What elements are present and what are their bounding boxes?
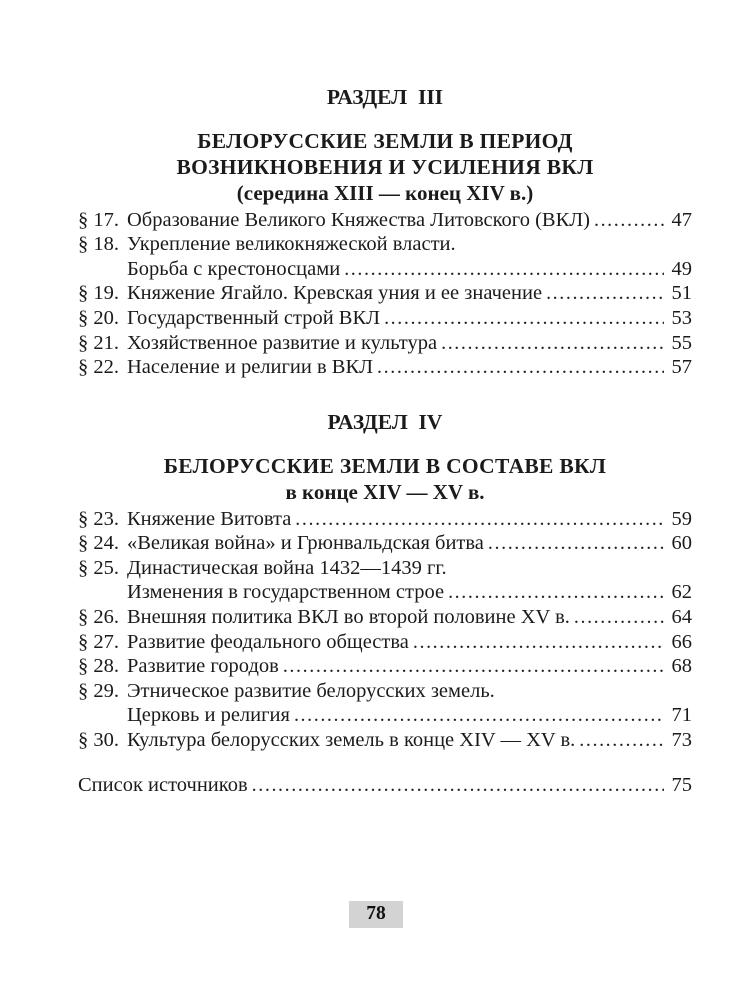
toc-item-title: Хозяйственное развитие и культура — [127, 331, 438, 354]
toc-item-page: 49 — [671, 257, 692, 280]
section-title-line: БЕЛОРУССКИЕ ЗЕМЛИ В ПЕРИОД — [197, 128, 573, 153]
toc-row — [78, 331, 692, 356]
toc-item-title: Культура белорусских земель в конце XIV — XV в. — [127, 729, 576, 752]
toc-item-page: 62 — [671, 581, 692, 604]
toc-item-label: § 19. — [78, 282, 119, 305]
dot-leader — [488, 531, 664, 556]
page-number: 78 — [349, 901, 403, 928]
toc-item-label: § 28. — [78, 655, 119, 678]
toc-row — [78, 306, 692, 331]
dot-leader — [294, 703, 664, 728]
toc-item-title: Княжение Витовта — [127, 507, 292, 530]
toc-item-page: 68 — [671, 655, 692, 678]
dot-leader — [384, 306, 664, 331]
dot-leader — [448, 580, 664, 605]
toc-item-title: Этническое развитие белорусских земель. — [127, 679, 495, 702]
toc-item-page: 66 — [671, 630, 692, 653]
section-subtitle: в конце XIV — XV в. — [285, 479, 485, 504]
toc-row — [78, 728, 692, 753]
toc-item-page: 71 — [671, 704, 692, 727]
toc-section — [78, 409, 692, 753]
toc-row — [78, 580, 692, 605]
section-kicker: РАЗДЕЛ III — [326, 84, 444, 109]
toc-row — [78, 507, 692, 532]
toc-section — [78, 84, 692, 380]
toc-item-page: 59 — [671, 507, 692, 530]
toc-row — [78, 556, 692, 581]
toc-row — [78, 773, 692, 798]
toc-row — [78, 257, 692, 282]
toc-item-label: § 22. — [78, 356, 119, 379]
toc-item-title: Княжение Ягайло. Кревская уния и ее значение — [127, 282, 543, 305]
toc-item-label: § 29. — [78, 679, 119, 702]
toc-row — [78, 355, 692, 380]
dot-leader — [579, 728, 664, 753]
toc-item-title: Династическая война 1432—1439 гг. — [127, 556, 447, 579]
dot-leader — [252, 773, 664, 798]
section-subtitle: (середина XIII — конец XIV в.) — [236, 180, 534, 205]
section-title — [78, 128, 692, 180]
toc-row — [78, 703, 692, 728]
toc-item-page: 55 — [671, 331, 692, 354]
section-title-line: ВОЗНИКНОВЕНИЯ И УСИЛЕНИЯ ВКЛ — [176, 154, 594, 179]
toc-row — [78, 232, 692, 257]
section-items — [78, 507, 692, 753]
toc-item-title: Развитие городов — [127, 655, 279, 678]
section-kicker: РАЗДЕЛ IV — [327, 409, 443, 434]
dot-leader — [295, 507, 664, 532]
toc-item-label: § 23. — [78, 507, 119, 530]
toc-row — [78, 654, 692, 679]
toc-item-page: 64 — [671, 606, 692, 629]
dot-leader — [283, 654, 664, 679]
dot-leader — [441, 331, 664, 356]
toc-row — [78, 679, 692, 704]
toc-item-label: § 25. — [78, 556, 119, 579]
toc-item-title: Борьба с крестоносцами — [127, 257, 341, 280]
toc-item-title: Население и религии в ВКЛ — [127, 356, 374, 379]
toc-row — [78, 281, 692, 306]
toc-item-title: Образование Великого Княжества Литовского (ВКЛ) — [127, 208, 590, 231]
toc-row — [78, 605, 692, 630]
toc-item-label: § 21. — [78, 331, 119, 354]
toc-sections — [78, 84, 692, 753]
section-title — [78, 453, 692, 479]
toc-item-title: Государственный строй ВКЛ — [127, 307, 381, 330]
dot-leader — [377, 355, 664, 380]
toc-item-page: 47 — [671, 208, 692, 231]
toc-item-label: § 24. — [78, 532, 119, 555]
toc-item-page: 60 — [671, 532, 692, 555]
toc-item-title: Развитие феодального общества — [127, 630, 409, 653]
toc-item-title: Список источников — [78, 773, 248, 796]
toc-item-page: 53 — [671, 307, 692, 330]
toc-item-title: Внешняя политика ВКЛ во второй половине XV в. — [127, 606, 570, 629]
dot-leader — [344, 257, 664, 282]
toc-item-label: § 20. — [78, 307, 119, 330]
dot-leader — [574, 605, 664, 630]
toc-item-page: 57 — [671, 356, 692, 379]
page-footer — [0, 901, 752, 928]
toc-item-label: § 27. — [78, 630, 119, 653]
toc-item-title: «Великая война» и Грюнвальдская битва — [127, 532, 484, 555]
toc-item-title: Укрепление великокняжеской власти. — [127, 233, 456, 256]
toc-row — [78, 208, 692, 233]
toc-item-label: § 17. — [78, 208, 119, 231]
toc-item-label: § 18. — [78, 233, 119, 256]
toc-item-label: § 30. — [78, 729, 119, 752]
toc-item-page: 51 — [671, 282, 692, 305]
dot-leader — [594, 208, 664, 233]
dot-leader — [546, 281, 664, 306]
dot-leader — [413, 630, 664, 655]
toc-row — [78, 531, 692, 556]
toc-standalone-entries — [78, 773, 692, 798]
toc-item-page: 73 — [671, 729, 692, 752]
toc-item-title: Церковь и религия — [127, 704, 290, 727]
section-items — [78, 208, 692, 380]
toc-row — [78, 630, 692, 655]
toc-item-label: § 26. — [78, 606, 119, 629]
toc-item-title: Изменения в государственном строе — [127, 581, 445, 604]
toc-item-page: 75 — [671, 773, 692, 796]
section-title-line: БЕЛОРУССКИЕ ЗЕМЛИ В СОСТАВЕ ВКЛ — [163, 453, 607, 478]
